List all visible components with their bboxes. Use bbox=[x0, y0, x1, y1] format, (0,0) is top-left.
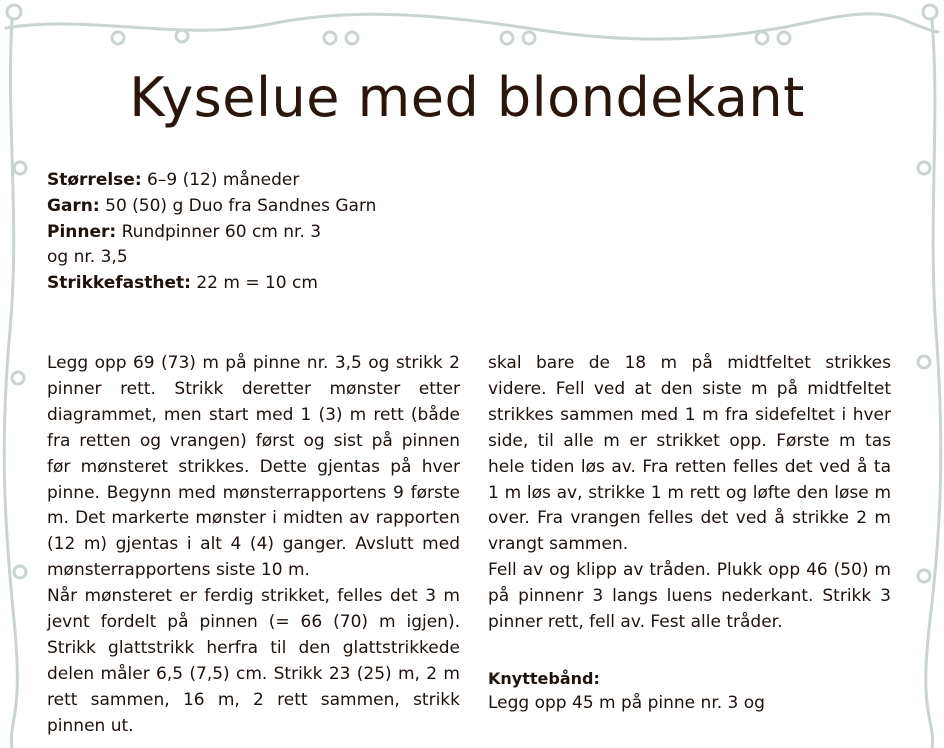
spec-needles-cont: og nr. 3,5 bbox=[47, 247, 128, 268]
spec-yarn: Garn: 50 (50) g Duo fra Sandnes Garn bbox=[47, 195, 377, 216]
instructions-left-column bbox=[47, 351, 460, 740]
paragraph: Når mønsteret er ferdig strikket, felles det 3 m jevnt fordelt på pinnen (= 66 (70) m igjen). Strikk glattstrikk herfra til den glattstrikkede delen måler 6,5 (7,5) cm. Strikk 23 (25) m, 2 m rett sammen, 16 m, 2 rett sammen, strikk pinnen ut. bbox=[47, 586, 460, 736]
page-title: Kyselue med blondekant bbox=[129, 66, 805, 129]
spec-needles: Pinner: Rundpinner 60 cm nr. 3 bbox=[47, 221, 322, 242]
subheading-ties: Knyttebånd: bbox=[488, 668, 600, 688]
spec-size: Størrelse: 6–9 (12) måneder bbox=[47, 170, 300, 190]
paragraph: Fell av og klipp av tråden. Plukk opp 46 (50) m på pinnenr 3 langs luens nederkant. Strikk 3 pinner rett, fell av. Fest alle tråder. bbox=[488, 560, 891, 633]
paragraph: skal bare de 18 m på midtfeltet strikkes videre. Fell ved at den siste m på midtfeltet strikkes sammen med 1 m fra sidefeltet i hver side, til alle m er strikket opp. Første m tas hele tiden løs av. Fra retten felles det ved å ta 1 m løs av, strikke 1 m rett og løfte den løse m over. Fra vrangen felles det ved å strikke 2 m vrangt sammen. bbox=[488, 353, 891, 555]
instructions-right-column bbox=[488, 351, 891, 717]
spec-gauge: Strikkefasthet: 22 m = 10 cm bbox=[47, 273, 318, 294]
specs-block bbox=[47, 168, 376, 297]
paragraph: Legg opp 69 (73) m på pinne nr. 3,5 og strikk 2 pinner rett. Strikk deretter mønster etter diagrammet, men start med 1 (3) m rett (både fra retten og vrangen) først og sist på pinnen før mønsteret strikkes. Dette gjentas på hver pinne. Begynn med mønsterrapportens 9 første m. Det markerte mønster i midten av rapporten (12 m) gjentas i alt 4 (4) ganger. Avslutt med mønsterrapportens siste 10 m. bbox=[47, 353, 460, 581]
paragraph: Legg opp 45 m på pinne nr. 3 og bbox=[488, 692, 765, 713]
